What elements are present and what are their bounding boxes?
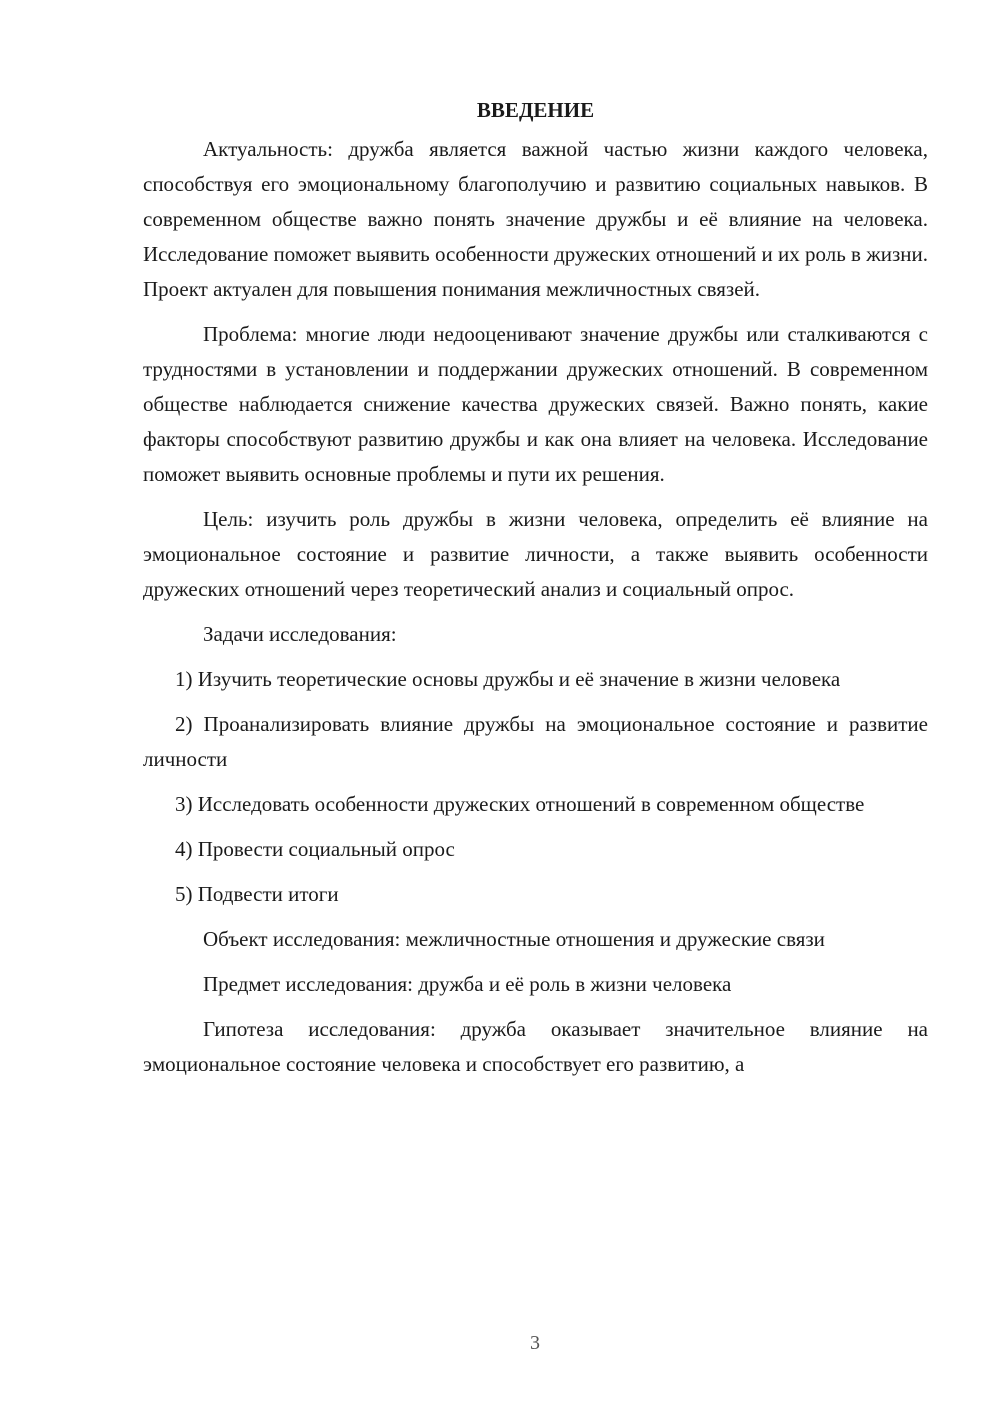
document-page	[143, 92, 928, 1082]
tasks-list	[143, 662, 928, 912]
paragraph-subject: Предмет исследования: дружба и её роль в жизни человека	[203, 972, 732, 996]
list-item: 2) Проанализировать влияние дружбы на эмоциональное состояние и развитие личности	[143, 712, 928, 771]
paragraph-hypothesis: Гипотеза исследования: дружба оказывает значительное влияние на эмоциональное состояние человека и способствует его развитию, а	[143, 1017, 928, 1076]
list-item: 4) Провести социальный опрос	[175, 837, 455, 861]
paragraph-problem: Проблема: многие люди недооценивают значение дружбы или сталкиваются с трудностями в установлении и поддержании дружеских отношений. В современном обществе наблюдается снижение качества дружеских связей. Важно понять, какие факторы способствуют развитию дружбы и как она влияет на человека. Исследование поможет выявить основные проблемы и пути их решения.	[143, 322, 928, 486]
paragraph-object: Объект исследования: межличностные отношения и дружеские связи	[203, 927, 825, 951]
page-title: ВВЕДЕНИЕ	[476, 98, 595, 122]
list-item: 3) Исследовать особенности дружеских отношений в современном обществе	[175, 792, 865, 816]
paragraph-actuality: Актуальность: дружба является важной частью жизни каждого человека, способствуя его эмоциональному благополучию и развитию социальных навыков. В современном обществе важно понять значение дружбы и её влияние на человека. Исследование поможет выявить особенности дружеских отношений и их роль в жизни. Проект актуален для повышения понимания межличностных связей.	[143, 137, 928, 301]
list-item: 5) Подвести итоги	[175, 882, 339, 906]
paragraph-goal: Цель: изучить роль дружбы в жизни человека, определить её влияние на эмоциональное состояние и развитие личности, а также выявить особенности дружеских отношений через теоретический анализ и социальный опрос.	[143, 507, 928, 601]
list-item: 1) Изучить теоретические основы дружбы и её значение в жизни человека	[175, 667, 841, 691]
page-number: 3	[530, 1332, 540, 1354]
tasks-heading: Задачи исследования:	[203, 622, 397, 646]
